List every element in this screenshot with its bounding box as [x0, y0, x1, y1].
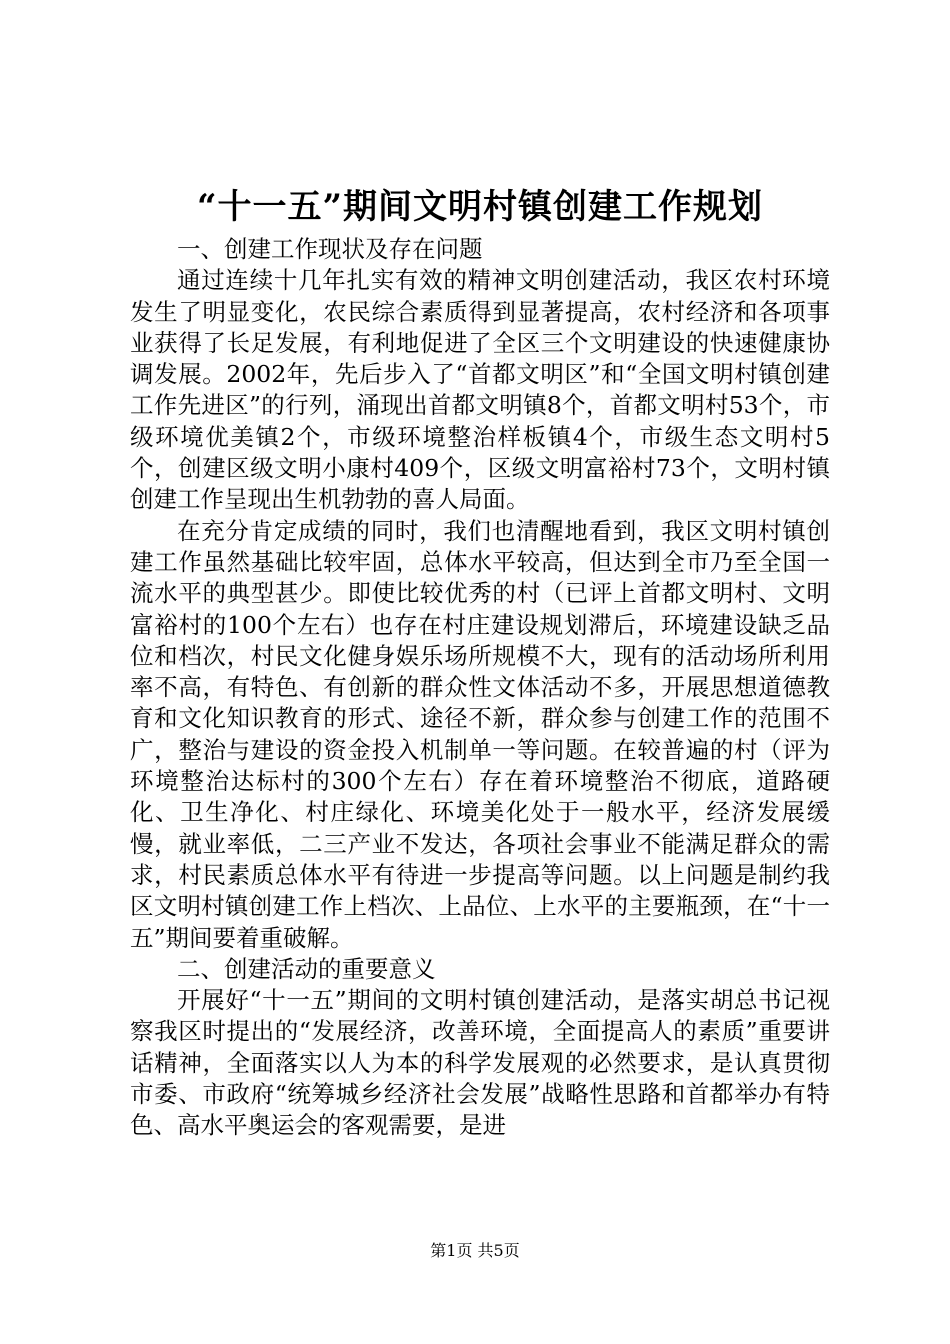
paragraph: 在充分肯定成绩的同时，我们也清醒地看到，我区文明村镇创建工作虽然基础比较牢固，总体水平较高，但达到全市乃至全国一流水平的典型甚少。即使比较优秀的村（已评上首都文明村、文明富裕村的100个左右）也存在村庄建设规划滞后，环境建设缺乏品位和档次，村民文化健身娱乐场所规模不大，现有的活动场所利用率不高，有特色、有创新的群众性文体活动不多，开展思想道德教育和文化知识教育的形式、途径不新，群众参与创建工作的范围不广，整治与建设的资金投入机制单一等问题。在较普遍的村（评为环境整治达标村的300个左右）存在着环境整治不彻底，道路硬化、卫生净化、村庄绿化、环境美化处于一般水平，经济发展缓慢，就业率低，二三产业不发达，各项社会事业不能满足群众的需求，村民素质总体水平有待进一步提高等问题。以上问题是制约我区文明村镇创建工作上档次、上品位、上水平的主要瓶颈，在“十一五”期间要着重破解。 [130, 516, 830, 952]
paragraph: 开展好“十一五”期间的文明村镇创建活动，是落实胡总书记视察我区时提出的“发展经济，改善环境，全面提高人的素质”重要讲话精神，全面落实以人为本的科学发展观的必然要求，是认真贯彻市委、市政府“统筹城乡经济社会发展”战略性思路和首都举办有特色、高水平奥运会的客观需要，是进 [130, 986, 830, 1140]
section-heading-2: 二、创建活动的重要意义 [177, 954, 436, 983]
document-body [130, 234, 830, 1142]
paragraph: 通过连续十几年扎实有效的精神文明创建活动，我区农村环境发生了明显变化，农民综合素质得到显著提高，农村经济和各项事业获得了长足发展，有利地促进了全区三个文明建设的快速健康协调发展。2002年，先后步入了“首都文明区”和“全国文明村镇创建工作先进区”的行列，涌现出首都文明镇8个，首都文明村53个，市级环境优美镇2个，市级环境整治样板镇4个，市级生态文明村5个，创建区级文明小康村409个，区级文明富裕村73个，文明村镇创建工作呈现出生机勃勃的喜人局面。 [130, 266, 830, 514]
section-heading-1: 一、创建工作现状及存在问题 [177, 235, 483, 263]
page-number-footer: 第1页 共5页 [430, 1241, 520, 1260]
document-title: “十一五”期间文明村镇创建工作规划 [196, 187, 764, 227]
